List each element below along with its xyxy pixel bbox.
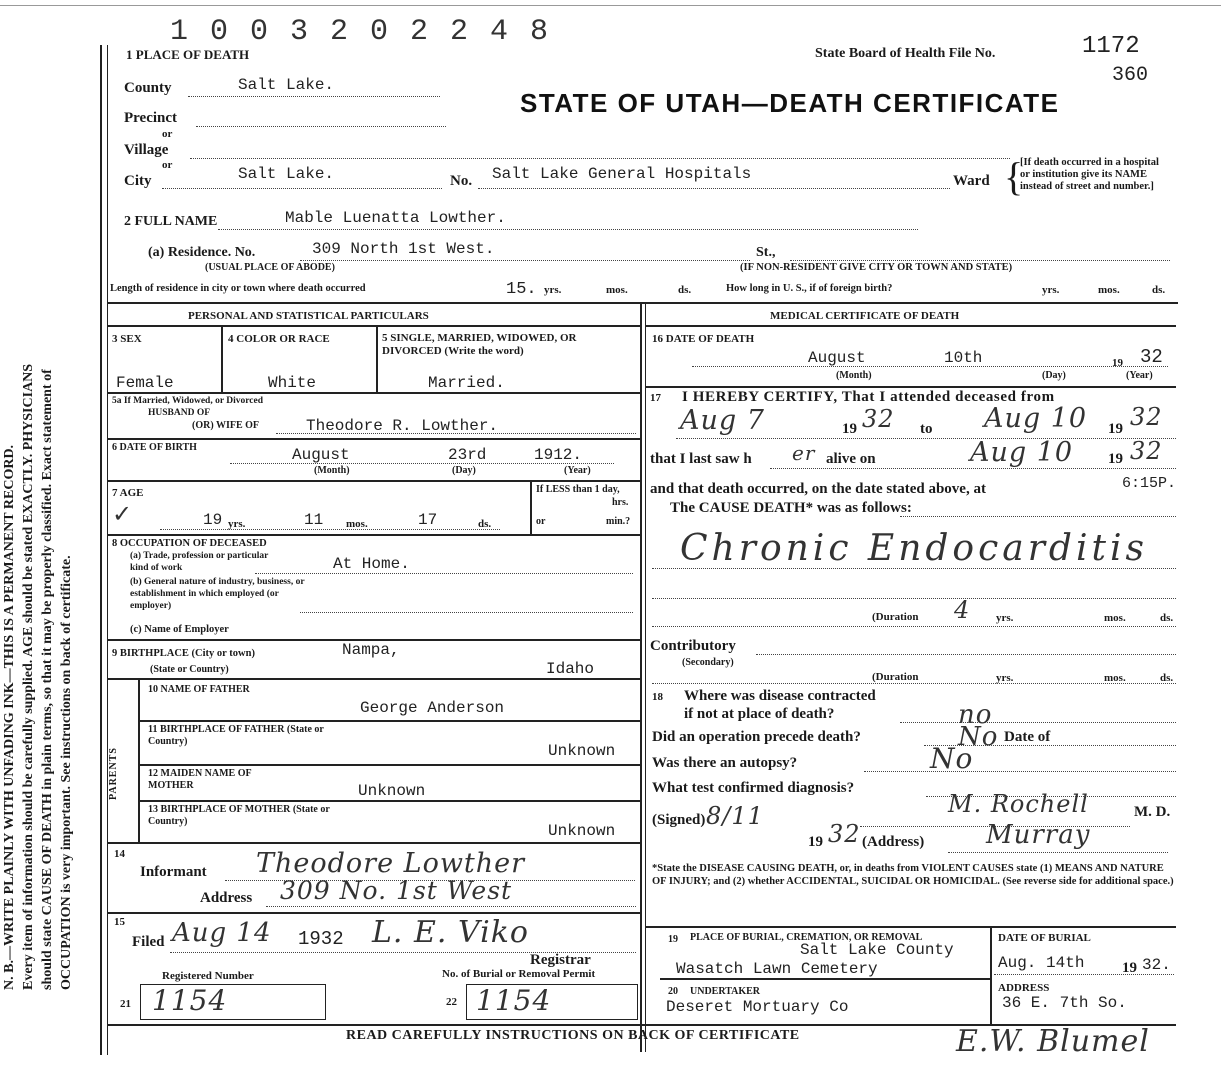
field-18: 18 (652, 691, 663, 703)
residence-label: (a) Residence. No. (148, 245, 256, 260)
parents-label: PARENTS (108, 747, 119, 800)
alive-label: alive on (826, 451, 876, 467)
marital-value: Married. (428, 374, 505, 392)
autopsy-line (864, 771, 1176, 772)
where-line (900, 722, 1176, 723)
permit-number: 1154 (476, 984, 552, 1017)
dod-month-caption: (Month) (836, 370, 872, 381)
birthplace-state-label: (State or Country) (150, 664, 229, 675)
center-divider (640, 302, 642, 1052)
to-date: Aug 10 (984, 403, 1088, 434)
ward-note: [If death occurred in a hospital or institution give its NAME instead of street and number.] (1020, 157, 1159, 192)
signed-label: (Signed) (652, 812, 706, 828)
burial-year-prefix: 19 (1122, 960, 1137, 976)
to-year: 32 (1130, 403, 1163, 431)
less-min: min.? (606, 516, 631, 527)
alive-year-prefix: 19 (1108, 451, 1123, 467)
mother-label: 12 MAIDEN NAME OF MOTHER (148, 768, 252, 791)
birthplace-state: Idaho (546, 660, 595, 678)
county-value: Salt Lake. (238, 76, 335, 94)
dob-year: 1912. (534, 446, 583, 464)
burial-date: Aug. 14th (998, 954, 1085, 972)
duration-label: (Duration (872, 611, 919, 623)
length-residence-label: Length of residence in city or town where death occurred (110, 283, 366, 294)
full-name-value: Mable Luenatta Lowther. (285, 209, 506, 227)
operation-label: Did an operation precede death? (652, 729, 861, 745)
or-2: or (162, 159, 173, 171)
duration-mos: mos. (1104, 612, 1126, 624)
ward-brace: { (1004, 154, 1024, 199)
dob-day: 23rd (448, 446, 487, 464)
field-22: 22 (446, 996, 457, 1008)
med-address: Murray (986, 820, 1091, 850)
alive-date: Aug 10 (970, 437, 1074, 468)
death-time: 6:15P. (1122, 475, 1177, 492)
city-line (162, 188, 442, 189)
burial-divider (990, 926, 992, 1026)
signed-year: 32 (828, 820, 861, 848)
field-17: 17 (650, 392, 661, 404)
field-19: 19 (668, 934, 678, 945)
field-20: 20 (668, 986, 678, 997)
row-line-6 (108, 678, 640, 680)
burial-top-line (646, 926, 1176, 928)
foreign-ds: ds. (1152, 284, 1166, 296)
last-saw-h: er (792, 441, 816, 465)
contributory-label: Contributory (650, 638, 736, 654)
residence-line (300, 260, 750, 261)
race-value: White (268, 374, 317, 392)
nonresident-note: (IF NON-RESIDENT GIVE CITY OR TOWN AND STATE) (740, 262, 1013, 273)
informant-address-label: Address (200, 890, 253, 906)
informant-signature: Theodore Lowther (256, 848, 526, 879)
institution-value: Salt Lake General Hospitals (492, 165, 752, 183)
county-label: County (124, 80, 172, 96)
foreign-yrs: yrs. (1042, 284, 1060, 296)
side-line-3: should state CAUSE OF DEATH in plain terms, so that it may be properly classified. Exact statement of (40, 369, 55, 990)
dod-year-caption: (Year) (1126, 370, 1153, 381)
occupation-line (255, 573, 633, 574)
age-months: 11 (304, 511, 324, 529)
state-file-label: State Board of Health File No. (815, 46, 996, 61)
burial-place-label: PLACE OF BURIAL, CREMATION, OR REMOVAL (690, 932, 923, 943)
cause-label: The CAUSE DEATH* was as follows: (670, 500, 912, 516)
dob-month: August (292, 446, 350, 464)
test-label: What test confirmed diagnosis? (652, 780, 855, 796)
length-yrs: yrs. (544, 284, 562, 296)
certificate-title: STATE OF UTAH—DEATH CERTIFICATE (520, 88, 1060, 118)
father-value: George Anderson (360, 699, 505, 717)
sex-label: 3 SEX (112, 333, 142, 345)
file-number-stamp: 1 0 0 3 2 0 2 2 4 8 (170, 15, 551, 49)
med-line-1 (646, 386, 1176, 388)
dod-year-prefix: 19 (1112, 357, 1123, 369)
precinct-line (196, 126, 446, 127)
date-of-death-label: 16 DATE OF DEATH (652, 333, 755, 345)
from-year: 32 (862, 405, 895, 433)
residence-value: 309 North 1st West. (312, 240, 495, 258)
to-label: to (920, 421, 933, 437)
duration2-mos: mos. (1104, 672, 1126, 684)
outer-left-border (100, 45, 102, 1055)
from-date: Aug 7 (680, 405, 765, 436)
foreign-mos: mos. (1098, 284, 1120, 296)
age-days: 17 (418, 511, 438, 529)
signed-year-prefix: 19 (808, 834, 823, 850)
burial-date-label: DATE OF BURIAL (998, 932, 1091, 944)
date-of-label: Date of (1004, 729, 1051, 745)
row-line-11 (108, 912, 640, 914)
duration-line-2 (652, 683, 1176, 684)
field-15: 15 (114, 916, 125, 928)
occupation-value: At Home. (333, 555, 410, 573)
duration2-yrs: yrs. (996, 672, 1014, 684)
or-1: or (162, 128, 173, 140)
cause-line-2 (652, 598, 1176, 599)
length-residence-value: 15. (506, 280, 537, 299)
secondary-label: (Secondary) (682, 657, 734, 668)
dob-month-caption: (Month) (314, 465, 350, 476)
last-saw-label: that I last saw h (650, 451, 752, 467)
age-checkmark: ✓ (112, 502, 133, 528)
cemetery: Wasatch Lawn Cemetery (676, 960, 878, 978)
duration-value: 4 (954, 596, 971, 624)
length-ds: ds. (678, 284, 692, 296)
institution-line (478, 188, 950, 189)
age-mos-caption: mos. (346, 518, 368, 530)
cause-of-death: Chronic Endocarditis (680, 528, 1148, 569)
medical-header-line (646, 325, 1176, 327)
autopsy-label: Was there an autopsy? (652, 755, 798, 771)
field-14: 14 (114, 848, 125, 860)
color-label: 4 COLOR OR RACE (228, 333, 330, 345)
md-label: M. D. (1134, 804, 1171, 820)
med-address-label: (Address) (862, 834, 925, 850)
to-year-prefix: 19 (1108, 421, 1123, 437)
dob-label: 6 DATE OF BIRTH (112, 442, 197, 453)
ward-label: Ward (953, 173, 990, 189)
usual-abode-note: (USUAL PLACE OF ABODE) (205, 262, 335, 273)
personal-section-title: PERSONAL AND STATISTICAL PARTICULARS (188, 310, 429, 322)
section-top-line (108, 302, 1178, 304)
certify-text: I HEREBY CERTIFY, That I attended deceased from (682, 389, 1055, 405)
less-or: or (536, 516, 546, 527)
cause-line-1 (652, 568, 1176, 569)
full-name-label: 2 FULL NAME (124, 214, 218, 229)
mother-value: Unknown (358, 782, 426, 800)
informant-label: Informant (140, 864, 207, 880)
footer-instructions: READ CAREFULLY INSTRUCTIONS ON BACK OF CERTIFICATE (346, 1028, 800, 1043)
burial-address-label: ADDRESS (998, 982, 1050, 994)
city-label: City (124, 173, 152, 189)
row-line-2 (108, 438, 640, 440)
informant-address: 309 No. 1st West (280, 876, 513, 905)
place-of-death-label: 1 PLACE OF DEATH (126, 47, 250, 62)
undertaker: Deseret Mortuary Co (666, 998, 849, 1016)
row-line-7 (140, 720, 640, 722)
no-label: No. (450, 173, 473, 189)
side-instructions (0, 30, 76, 1030)
dod-year: 32 (1140, 346, 1163, 368)
outer-left-border-inner (107, 45, 108, 1055)
from-year-prefix: 19 (842, 421, 857, 437)
color-divider (376, 326, 378, 392)
precinct-label: Precinct (124, 110, 178, 126)
city-value: Salt Lake. (238, 165, 335, 183)
where-value: no (958, 700, 993, 730)
certify-line (676, 438, 1176, 439)
row-line-3 (108, 480, 640, 482)
filed-label: Filed (132, 934, 165, 950)
contributory-line (756, 654, 1176, 655)
duration-ds: ds. (1160, 612, 1174, 624)
spouse-value: Theodore R. Lowther. (306, 417, 499, 435)
medical-section-title: MEDICAL CERTIFICATE OF DEATH (770, 310, 960, 322)
father-birthplace-label: 11 BIRTHPLACE OF FATHER (State or Country) (148, 724, 324, 747)
dob-year-caption: (Year) (564, 465, 591, 476)
registered-number: 1154 (152, 984, 228, 1017)
full-name-line (218, 229, 918, 230)
foreign-birth-label: How long in U. S., if of foreign birth? (726, 283, 893, 294)
filed-year: 1932 (298, 928, 344, 950)
signed-date: 8/11 (706, 802, 764, 830)
side-line-2: Every item of information should be carefully supplied. AGE should be stated EXACTLY. PHYSICIANS (21, 363, 36, 990)
burial-date-line (994, 974, 1174, 975)
spouse-label-c: (OR) WIFE OF (192, 420, 260, 431)
occupation-label: 8 OCCUPATION OF DECEASED (112, 538, 267, 549)
dod-line (692, 366, 1168, 367)
occupation-a-label: (a) Trade, profession or particular kind of work (130, 551, 269, 573)
birthplace-label: 9 BIRTHPLACE (City or town) (112, 648, 255, 659)
age-less-divider (530, 481, 532, 534)
side-line-4: OCCUPATION is very important. See instructions on back of certificate. (59, 555, 74, 990)
row-line-4 (108, 534, 640, 536)
father-birthplace: Unknown (548, 742, 616, 760)
top-edge (0, 5, 1221, 6)
filed-date: Aug 14 (172, 918, 272, 948)
street-label: St., (756, 245, 776, 260)
field-21: 21 (120, 998, 131, 1010)
local-registrar-signature: E.W. Blumel (956, 1024, 1150, 1059)
length-mos: mos. (606, 284, 628, 296)
less-label: If LESS than 1 day, (536, 484, 620, 495)
physician-signature: M. Rochell (948, 790, 1089, 818)
village-label: Village (124, 142, 169, 158)
state-file-number-2: 360 (1112, 64, 1149, 87)
county-line (188, 96, 440, 97)
cause-footnote: *State the DISEASE CAUSING DEATH, or, in deaths from VIOLENT CAUSES state (1) MEANS AND NATURE OF INJURY; and (2) whether ACCIDENTAL, SUICIDAL OR HOMICIDAL. (See reverse side for additional space.) (652, 863, 1174, 887)
alive-year: 32 (1130, 437, 1163, 465)
less-hrs: hrs. (612, 497, 629, 508)
employer-label: (c) Name of Employer (130, 624, 229, 635)
residence-line-2 (790, 260, 1170, 261)
age-ds-caption: ds. (478, 518, 492, 530)
row-line-9 (140, 800, 640, 802)
parents-divider (138, 679, 140, 842)
where-label-2: if not at place of death? (684, 706, 835, 722)
spouse-label-b: HUSBAND OF (148, 408, 211, 418)
row-line-8 (140, 764, 640, 766)
operation-value: No (958, 722, 999, 752)
informant-address-line (266, 906, 636, 907)
duration-yrs: yrs. (996, 612, 1014, 624)
dod-day: 10th (944, 349, 983, 367)
burial-year: 32. (1142, 956, 1171, 974)
mother-birthplace-label: 13 BIRTHPLACE OF MOTHER (State or Country) (148, 804, 330, 827)
dob-day-caption: (Day) (452, 465, 476, 476)
father-label: 10 NAME OF FATHER (148, 684, 250, 695)
side-line-1: N. B.—WRITE PLAINLY WITH UNFADING INK—THIS IS A PERMANENT RECORD. (2, 444, 17, 990)
marital-label: 5 SINGLE, MARRIED, WIDOWED, OR DIVORCED (Write the word) (382, 332, 577, 357)
personal-header-line (108, 325, 640, 327)
undertaker-label: UNDERTAKER (690, 986, 761, 997)
spouse-label-a: 5a If Married, Widowed, or Divorced (112, 396, 264, 406)
dod-day-caption: (Day) (1042, 370, 1066, 381)
birthplace-city: Nampa, (342, 641, 400, 659)
state-file-number: 1172 (1082, 33, 1140, 60)
autopsy-value: No (930, 742, 974, 775)
cause-label-line (900, 516, 1176, 517)
registrar-label: Registrar (530, 952, 591, 968)
occupation-b-line (300, 612, 633, 613)
last-saw-line (770, 468, 1176, 469)
center-divider-2 (645, 302, 646, 1052)
age-line (160, 529, 500, 530)
mother-birthplace: Unknown (548, 822, 616, 840)
age-years: 19 (203, 511, 223, 529)
burial-address: 36 E. 7th So. (1002, 994, 1127, 1012)
duration2-ds: ds. (1160, 672, 1174, 684)
sex-value: Female (116, 374, 174, 392)
burial-permit-label: No. of Burial or Removal Permit (442, 968, 596, 980)
registered-number-label: Registered Number (162, 970, 254, 982)
occupation-b-label: (b) General nature of industry, business, or establishment in which employed (or employer) (130, 577, 305, 611)
sex-divider (221, 326, 223, 392)
village-line (190, 158, 1010, 159)
burial-place: Salt Lake County (800, 941, 954, 959)
occurred-label: and that death occurred, on the date stated above, at (650, 481, 986, 497)
age-label: 7 AGE (112, 487, 144, 499)
duration-line (652, 626, 1176, 627)
where-label: Where was disease contracted (684, 688, 876, 704)
med-address-line (948, 852, 1168, 853)
row-line-1 (108, 392, 640, 394)
age-yrs-caption: yrs. (228, 518, 246, 530)
row-line-10 (108, 842, 640, 844)
duration-label-2: (Duration (872, 671, 919, 683)
dod-month: August (808, 349, 866, 367)
registrar-signature: L. E. Viko (372, 915, 529, 950)
burial-mid-line (660, 978, 990, 980)
